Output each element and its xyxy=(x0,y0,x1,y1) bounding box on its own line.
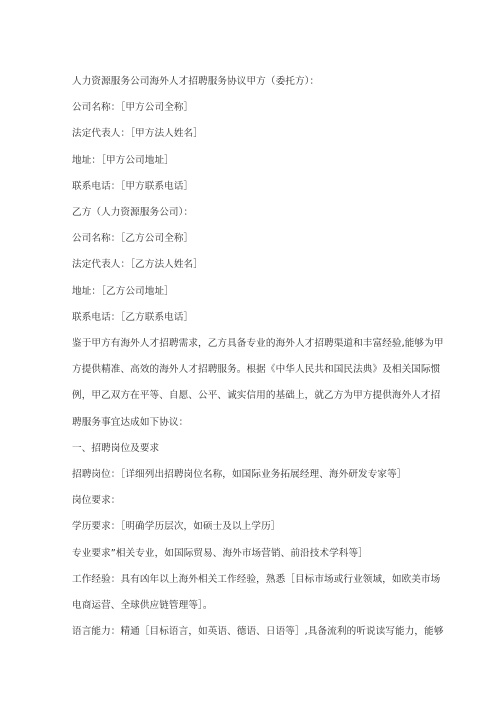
party-a-legal-rep: 法定代表人：［甲方法人姓名］ xyxy=(72,128,203,140)
position-line: 招聘岗位：［详细列出招聘岗位名称，如国际业务拓展经理、海外研发专家等］ xyxy=(72,469,407,481)
experience-line-1: 工作经验：具有凶年以上海外相关工作经验，熟悉［目标市场或行业领域，如欧美市场 xyxy=(72,573,441,585)
party-b-address: 地址：［乙方公司地址］ xyxy=(72,285,174,297)
party-b-phone: 联系电话：［乙方联系电话］ xyxy=(72,311,194,323)
major-line: 专业要求”相关专业，如国际贸易、海外市场营销、前沿技术学科等］ xyxy=(72,547,368,559)
preamble-line-4: 聘服务事宜达成如下协议： xyxy=(72,416,189,428)
education-line: 学历要求：［明确学历层次，如硕士及以上学历］ xyxy=(72,521,281,533)
party-b-company-name: 公司名称：［乙方公司全称］ xyxy=(72,233,194,245)
section-1-title: 一、招聘岗位及要求 xyxy=(72,442,160,454)
requirements-heading: 岗位要求： xyxy=(72,495,121,507)
preamble-line-2: 方提供精准、高效的海外人才招聘服务。根据《中华人民共和国民法典》及相关国际惯 xyxy=(72,364,441,376)
party-a-company-name: 公司名称：［甲方公司全称］ xyxy=(72,102,194,114)
party-b-heading: 乙方（人力资源服务公司）： xyxy=(72,207,194,219)
preamble-line-3: 例，甲乙双方在平等、自愿、公平、诚实信用的基础上，就乙方为甲方提供海外人才招 xyxy=(72,390,441,402)
party-a-heading: 人力资源服务公司海外人才招聘服务协议甲方（委托方）： xyxy=(72,76,320,87)
document-body xyxy=(72,69,442,645)
party-a-phone: 联系电话：［甲方联系电话］ xyxy=(72,180,194,192)
language-line: 语言能力：精通［目标语言，如英语、德语、日语等］,具备流利的听说读写能力，能够 xyxy=(72,626,444,638)
party-a-address: 地址：［甲方公司地址］ xyxy=(72,154,174,166)
preamble-line-1: 鉴于甲方有海外人才招聘需求，乙方具备专业的海外人才招聘渠道和丰富经验,能够为甲 xyxy=(72,338,444,350)
experience-line-2: 电商运营、全球供应链管理等］。 xyxy=(72,600,213,612)
party-b-legal-rep: 法定代表人：［乙方法人姓名］ xyxy=(72,259,203,271)
